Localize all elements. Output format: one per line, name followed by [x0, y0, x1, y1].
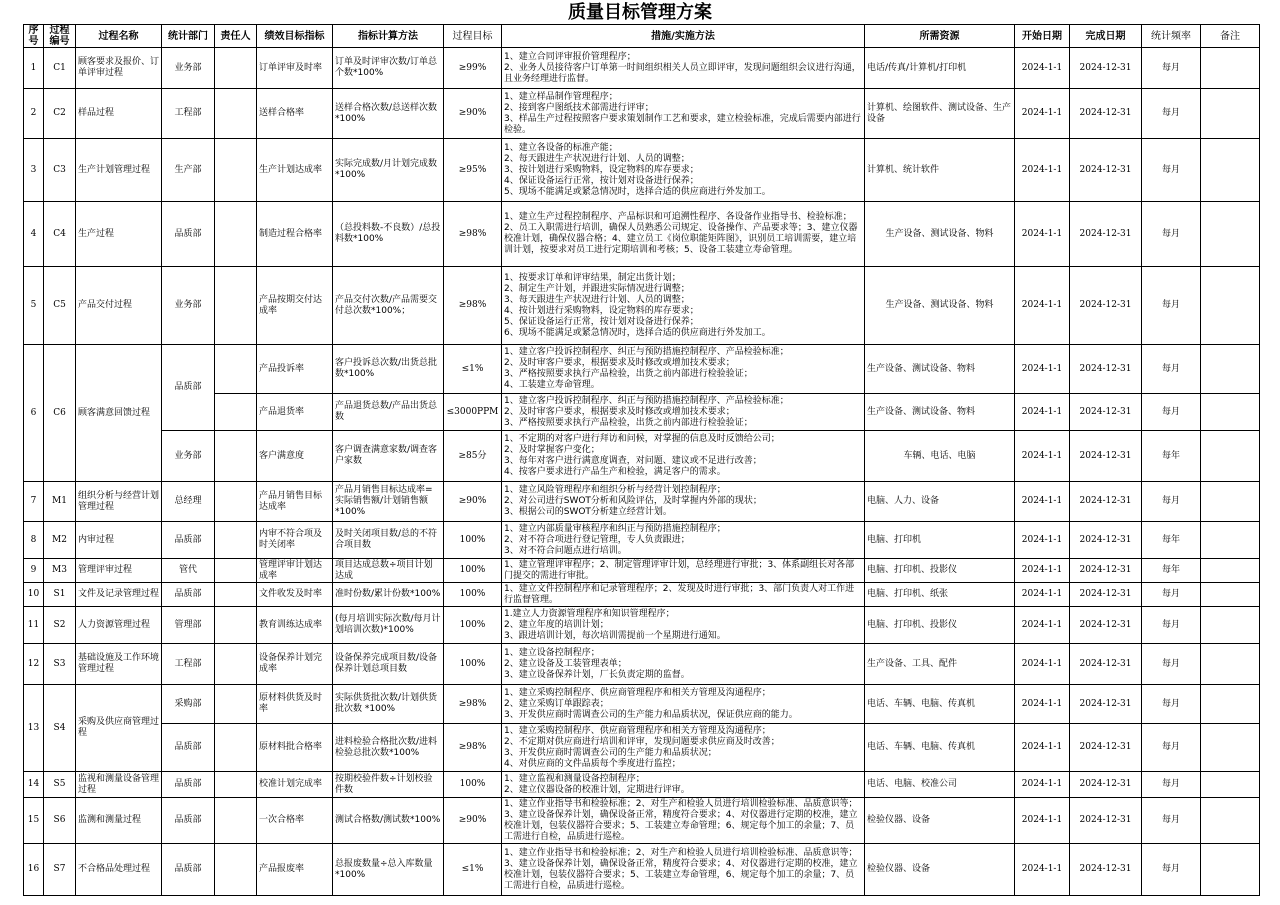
start-date: 2024-1-1 [1015, 522, 1070, 559]
process-target: ≥90% [444, 798, 502, 844]
start-date: 2024-1-1 [1015, 583, 1070, 607]
calc-method: 客户调查满意家数/调查客户家数 [333, 431, 444, 482]
measures-text: 1、建立管理评审程序；2、制定管理评审计划，总经理进行审批；3、体系副组长对各部门提交的需进行审批。 [502, 559, 865, 583]
required-resources: 电话、电脑、校准公司 [865, 772, 1015, 798]
row-no: 12 [24, 644, 44, 685]
process-target: 100% [444, 772, 502, 798]
required-resources: 电脑、打印机 [865, 522, 1015, 559]
remark-cell [1201, 394, 1260, 431]
required-resources: 生产设备、测试设备、物料 [865, 267, 1015, 345]
calc-method: 按期校验件数÷计划校验件数 [333, 772, 444, 798]
header-freq: 统计频率 [1142, 25, 1201, 48]
owner-cell [215, 267, 257, 345]
row-no: 11 [24, 607, 44, 644]
required-resources: 电话、车辆、电脑、传真机 [865, 685, 1015, 724]
kpi-indicator: 校准计划完成率 [257, 772, 333, 798]
end-date: 2024-12-31 [1070, 267, 1142, 345]
table-row [24, 559, 1260, 583]
table-row [24, 345, 1260, 394]
remark-cell [1201, 583, 1260, 607]
process-code: S1 [44, 583, 76, 607]
start-date: 2024-1-1 [1015, 607, 1070, 644]
kpi-indicator: 订单评审及时率 [257, 48, 333, 89]
kpi-indicator: 产品月销售目标达成率 [257, 482, 333, 522]
calc-method: 产品交付次数/产品需要交付总次数*100%； [333, 267, 444, 345]
kpi-indicator: 原材料批合格率 [257, 724, 333, 772]
measures-text: 1、建立生产过程控制程序、产品标识和可追溯性程序、各设备作业指导书、检验标准；2、员工入职需进行培训，确保人员熟悉公司规定、设备操作、产品要求等；3、建立仪器校准计划，确保仪器合格；4、建立员工《岗位职能矩阵图》，识别员工培训需要，建立培训计划，按要求对员工进行定期培训和考核；5、设备工装建立寿命管理。 [502, 202, 865, 267]
table-row [24, 798, 1260, 844]
required-resources: 电话、车辆、电脑、传真机 [865, 724, 1015, 772]
statistics-dept: 品质部 [162, 345, 215, 431]
stat-frequency: 每月 [1142, 482, 1201, 522]
remark-cell [1201, 202, 1260, 267]
owner-cell [215, 48, 257, 89]
start-date: 2024-1-1 [1015, 267, 1070, 345]
remark-cell [1201, 685, 1260, 724]
statistics-dept: 工程部 [162, 89, 215, 139]
required-resources: 生产设备、测试设备、物料 [865, 202, 1015, 267]
end-date: 2024-12-31 [1070, 345, 1142, 394]
stat-frequency: 每月 [1142, 798, 1201, 844]
table-row [24, 685, 1260, 724]
process-target: ≥90% [444, 89, 502, 139]
table-row [24, 482, 1260, 522]
process-target: ≥98% [444, 685, 502, 724]
statistics-dept: 总经理 [162, 482, 215, 522]
table-row [24, 644, 1260, 685]
calc-method: （总投料数-不良数）/总投料数*100% [333, 202, 444, 267]
remark-cell [1201, 89, 1260, 139]
end-date: 2024-12-31 [1070, 431, 1142, 482]
remark-cell [1201, 345, 1260, 394]
process-code: S3 [44, 644, 76, 685]
statistics-dept: 业务部 [162, 431, 215, 482]
stat-frequency: 每月 [1142, 844, 1201, 896]
measures-text: 1、不定期的对客户进行拜访和问候，对掌握的信息及时反馈给公司； 2、及时掌握客户变化； 3、每年对客户进行满意度调查，对问题、建议或不足进行改善； 4、按客户要求进行产品生产和检验，满足客户的需求。 [502, 431, 865, 482]
header-measures: 措施/实施方法 [502, 25, 865, 48]
row-no: 5 [24, 267, 44, 345]
remark-cell [1201, 772, 1260, 798]
table-row [24, 583, 1260, 607]
remark-cell [1201, 559, 1260, 583]
start-date: 2024-1-1 [1015, 724, 1070, 772]
required-resources: 电脑、打印机、纸张 [865, 583, 1015, 607]
measures-text: 1、建立合同评审报价管理程序； 2、业务人员接待客户订单第一时间组织相关人员立即评审，发现问题组织会议进行沟通，且业务经理进行监督。 [502, 48, 865, 89]
remark-cell [1201, 431, 1260, 482]
statistics-dept: 生产部 [162, 139, 215, 202]
owner-cell [215, 394, 257, 431]
stat-frequency: 每月 [1142, 267, 1201, 345]
kpi-indicator: 文件收发及时率 [257, 583, 333, 607]
start-date: 2024-1-1 [1015, 772, 1070, 798]
header-process: 过程名称 [76, 25, 162, 48]
measures-text: 1、建立客户投诉控制程序、纠正与预防措施控制程序、产品检验标准； 2、及时审客户要求，根据要求及时修改或增加技术要求； 3、严格按照要求执行产品检验，出货之前内部进行检验验证； 4、工装建立寿命管理。 [502, 345, 865, 394]
stat-frequency: 每月 [1142, 644, 1201, 685]
remark-cell [1201, 139, 1260, 202]
remark-cell [1201, 48, 1260, 89]
owner-cell [215, 345, 257, 394]
start-date: 2024-1-1 [1015, 89, 1070, 139]
quality-objective-table [23, 24, 1260, 896]
statistics-dept: 业务部 [162, 48, 215, 89]
stat-frequency: 每月 [1142, 394, 1201, 431]
measures-text: 1、建立设备控制程序； 2、建立设备及工装管理表单； 3、建立设备保养计划，厂长负责定期的监督。 [502, 644, 865, 685]
start-date: 2024-1-1 [1015, 48, 1070, 89]
statistics-dept: 工程部 [162, 644, 215, 685]
process-name: 产品交付过程 [76, 267, 162, 345]
kpi-indicator: 内审不符合项及时关闭率 [257, 522, 333, 559]
kpi-indicator: 产品按期交付达成率 [257, 267, 333, 345]
table-row [24, 202, 1260, 267]
process-code: C2 [44, 89, 76, 139]
start-date: 2024-1-1 [1015, 482, 1070, 522]
start-date: 2024-1-1 [1015, 798, 1070, 844]
header-target: 过程目标 [444, 25, 502, 48]
process-target: ≥85分 [444, 431, 502, 482]
header-indicator: 绩效目标指标 [257, 25, 333, 48]
end-date: 2024-12-31 [1070, 48, 1142, 89]
header-end: 完成日期 [1070, 25, 1142, 48]
owner-cell [215, 89, 257, 139]
process-name: 样品过程 [76, 89, 162, 139]
row-no: 9 [24, 559, 44, 583]
kpi-indicator: 设备保养计划完成率 [257, 644, 333, 685]
row-no: 3 [24, 139, 44, 202]
table-row [24, 431, 1260, 482]
measures-text: 1、建立客户投诉控制程序、纠正与预防措施控制程序、产品检验标准； 2、及时审客户要求，根据要求及时修改或增加技术要求； 3、严格按照要求执行产品检验，出货之前内部进行检验验证； [502, 394, 865, 431]
process-name: 监测和测量过程 [76, 798, 162, 844]
process-name: 生产过程 [76, 202, 162, 267]
process-code: M2 [44, 522, 76, 559]
process-code: S4 [44, 685, 76, 772]
calc-method: 产品月销售目标达成率=实际销售额/计划销售额*100% [333, 482, 444, 522]
start-date: 2024-1-1 [1015, 644, 1070, 685]
kpi-indicator: 一次合格率 [257, 798, 333, 844]
process-code: M3 [44, 559, 76, 583]
owner-cell [215, 522, 257, 559]
stat-frequency: 每月 [1142, 89, 1201, 139]
required-resources: 电脑、人力、设备 [865, 482, 1015, 522]
remark-cell [1201, 798, 1260, 844]
row-no: 8 [24, 522, 44, 559]
stat-frequency: 每年 [1142, 522, 1201, 559]
process-target: ≥98% [444, 202, 502, 267]
end-date: 2024-12-31 [1070, 798, 1142, 844]
owner-cell [215, 798, 257, 844]
row-no: 1 [24, 48, 44, 89]
start-date: 2024-1-1 [1015, 345, 1070, 394]
end-date: 2024-12-31 [1070, 394, 1142, 431]
header-no: 序号 [24, 25, 44, 48]
kpi-indicator: 产品退货率 [257, 394, 333, 431]
process-target: ≤1% [444, 844, 502, 896]
row-no: 7 [24, 482, 44, 522]
header-code: 过程编号 [44, 25, 76, 48]
process-code: C6 [44, 345, 76, 482]
kpi-indicator: 送样合格率 [257, 89, 333, 139]
header-remark: 备注 [1201, 25, 1260, 48]
kpi-indicator: 产品投诉率 [257, 345, 333, 394]
measures-text: 1、建立采购控制程序、供应商管理程序和相关方管理及沟通程序； 2、建立采购订单跟踪表； 3、开发供应商时需调查公司的生产能力和品质状况，保证供应商的能力。 [502, 685, 865, 724]
process-code: S7 [44, 844, 76, 896]
start-date: 2024-1-1 [1015, 431, 1070, 482]
process-code: C3 [44, 139, 76, 202]
measures-text: 1、建立各设备的标准产能； 2、每天跟进生产状况进行计划、人员的调整； 3、按计划进行采购物料，设定物料的库存要求； 4、保证设备运行正常，按计划对设备进行保养； 5、现场不能满足或紧急情况时，选择合适的供应商进行外发加工。 [502, 139, 865, 202]
remark-cell [1201, 844, 1260, 896]
owner-cell [215, 772, 257, 798]
required-resources: 车辆、电话、电脑 [865, 431, 1015, 482]
calc-method: 进料检验合格批次数/进料检验总批次数*100% [333, 724, 444, 772]
statistics-dept: 业务部 [162, 267, 215, 345]
start-date: 2024-1-1 [1015, 394, 1070, 431]
calc-method: (每月培训实际次数/每月计划培训次数)*100% [333, 607, 444, 644]
process-name: 顾客要求及报价、订单评审过程 [76, 48, 162, 89]
owner-cell [215, 202, 257, 267]
stat-frequency: 每月 [1142, 202, 1201, 267]
remark-cell [1201, 267, 1260, 345]
process-target: ≥99% [444, 48, 502, 89]
calc-method: 实际完成数/月计划完成数*100% [333, 139, 444, 202]
required-resources: 检验仪器、设备 [865, 798, 1015, 844]
header-owner: 责任人 [215, 25, 257, 48]
end-date: 2024-12-31 [1070, 202, 1142, 267]
process-target: ≤3000PPM [444, 394, 502, 431]
stat-frequency: 每月 [1142, 724, 1201, 772]
header-row [24, 25, 1260, 48]
measures-text: 1、建立风险管理程序和组织分析与经营计划控制程序； 2、对公司进行SWOT分析和风险评估，及时掌握内外部的现状； 3、根据公司的SWOT分析建立经营计划。 [502, 482, 865, 522]
kpi-indicator: 教育训练达成率 [257, 607, 333, 644]
header-start: 开始日期 [1015, 25, 1070, 48]
kpi-indicator: 制造过程合格率 [257, 202, 333, 267]
header-method: 指标计算方法 [333, 25, 444, 48]
owner-cell [215, 844, 257, 896]
calc-method: 项目达成总数÷项目计划达成 [333, 559, 444, 583]
owner-cell [215, 139, 257, 202]
measures-text: 1.建立人力资源管理程序和知识管理程序； 2、建立年度的培训计划； 3、跟进培训计划，每次培训需提前一个星期进行通知。 [502, 607, 865, 644]
stat-frequency: 每月 [1142, 345, 1201, 394]
row-no: 16 [24, 844, 44, 896]
start-date: 2024-1-1 [1015, 685, 1070, 724]
calc-method: 准时份数/累计份数*100% [333, 583, 444, 607]
end-date: 2024-12-31 [1070, 559, 1142, 583]
process-name: 管理评审过程 [76, 559, 162, 583]
remark-cell [1201, 724, 1260, 772]
start-date: 2024-1-1 [1015, 559, 1070, 583]
process-code: C5 [44, 267, 76, 345]
process-code: C4 [44, 202, 76, 267]
process-name: 组织分析与经营计划管理过程 [76, 482, 162, 522]
calc-method: 订单及时评审次数/订单总个数*100% [333, 48, 444, 89]
measures-text: 1、建立文件控制程序和记录管理程序；2、发现及时进行审批；3、部门负责人对工作进行监督管理。 [502, 583, 865, 607]
kpi-indicator: 原材料供货及时率 [257, 685, 333, 724]
table-body [24, 48, 1260, 896]
process-target: ≤1% [444, 345, 502, 394]
table-row [24, 724, 1260, 772]
process-target: 100% [444, 607, 502, 644]
required-resources: 电脑、打印机、投影仪 [865, 607, 1015, 644]
remark-cell [1201, 644, 1260, 685]
calc-method: 送样合格次数/总送样次数*100% [333, 89, 444, 139]
process-target: 100% [444, 559, 502, 583]
process-code: M1 [44, 482, 76, 522]
remark-cell [1201, 522, 1260, 559]
table-row [24, 48, 1260, 89]
start-date: 2024-1-1 [1015, 844, 1070, 896]
stat-frequency: 每月 [1142, 607, 1201, 644]
process-target: ≥98% [444, 267, 502, 345]
process-name: 采购及供应商管理过程 [76, 685, 162, 772]
required-resources: 生产设备、测试设备、物料 [865, 345, 1015, 394]
remark-cell [1201, 607, 1260, 644]
process-name: 监视和测量设备管理过程 [76, 772, 162, 798]
kpi-indicator: 客户满意度 [257, 431, 333, 482]
table-row [24, 139, 1260, 202]
statistics-dept: 品质部 [162, 844, 215, 896]
required-resources: 检验仪器、设备 [865, 844, 1015, 896]
owner-cell [215, 559, 257, 583]
kpi-indicator: 产品报废率 [257, 844, 333, 896]
kpi-indicator: 生产计划达成率 [257, 139, 333, 202]
table-row [24, 772, 1260, 798]
required-resources: 电脑、打印机、投影仪 [865, 559, 1015, 583]
process-name: 基础设施及工作环境管理过程 [76, 644, 162, 685]
process-code: S2 [44, 607, 76, 644]
process-code: S5 [44, 772, 76, 798]
end-date: 2024-12-31 [1070, 772, 1142, 798]
row-no: 13 [24, 685, 44, 772]
header-dept: 统计部门 [162, 25, 215, 48]
row-no: 14 [24, 772, 44, 798]
end-date: 2024-12-31 [1070, 522, 1142, 559]
process-code: C1 [44, 48, 76, 89]
end-date: 2024-12-31 [1070, 724, 1142, 772]
statistics-dept: 品质部 [162, 772, 215, 798]
statistics-dept: 品质部 [162, 798, 215, 844]
owner-cell [215, 644, 257, 685]
row-no: 15 [24, 798, 44, 844]
calc-method: 测试合格数/测试数*100% [333, 798, 444, 844]
row-no: 2 [24, 89, 44, 139]
required-resources: 生产设备、测试设备、物料 [865, 394, 1015, 431]
measures-text: 1、建立内部质量审核程序和纠正与预防措施控制程序； 2、对不符合项进行登记管理，专人负责跟进； 3、对不符合问题点进行培训。 [502, 522, 865, 559]
statistics-dept: 管代 [162, 559, 215, 583]
calc-method: 设备保养完成项目数/设备保养计划总项目数 [333, 644, 444, 685]
process-name: 不合格品处理过程 [76, 844, 162, 896]
table-row [24, 267, 1260, 345]
stat-frequency: 每年 [1142, 431, 1201, 482]
process-target: 100% [444, 644, 502, 685]
calc-method: 客户投诉总次数/出货总批数*100% [333, 345, 444, 394]
process-target: 100% [444, 522, 502, 559]
row-no: 4 [24, 202, 44, 267]
table-row [24, 89, 1260, 139]
row-no: 6 [24, 345, 44, 482]
stat-frequency: 每月 [1142, 139, 1201, 202]
process-name: 内审过程 [76, 522, 162, 559]
measures-text: 1、建立作业指导书和检验标准；2、对生产和检验人员进行培训检验标准、品质意识等；3、建立设备保养计划，确保设备正常，精度符合要求；4、对仪器进行定期的校准，建立校准计划，包装仪器符合要求；5、工装建立寿命管理；6、规定每个加工的余量；7、员工需进行自检，品质进行巡检。 [502, 798, 865, 844]
end-date: 2024-12-31 [1070, 139, 1142, 202]
table-row [24, 607, 1260, 644]
process-target: ≥90% [444, 482, 502, 522]
end-date: 2024-12-31 [1070, 89, 1142, 139]
process-target: ≥95% [444, 139, 502, 202]
statistics-dept: 品质部 [162, 202, 215, 267]
end-date: 2024-12-31 [1070, 482, 1142, 522]
stat-frequency: 每月 [1142, 772, 1201, 798]
owner-cell [215, 431, 257, 482]
owner-cell [215, 685, 257, 724]
measures-text: 1、按要求订单和评审结果，制定出货计划； 2、制定生产计划，并跟进实际情况进行调整； 3、每天跟进生产状况进行计划、人员的调整； 4、按计划进行采购物料，设定物料的库存要求； 5、保证设备运行正常，按计划对设备进行保养； 6、现场不能满足或紧急情况时，选择合适的供应商进行外发加工。 [502, 267, 865, 345]
end-date: 2024-12-31 [1070, 583, 1142, 607]
statistics-dept: 品质部 [162, 522, 215, 559]
process-target: ≥98% [444, 724, 502, 772]
statistics-dept: 品质部 [162, 724, 215, 772]
end-date: 2024-12-31 [1070, 644, 1142, 685]
calc-method: 及时关闭项目数/总的不符合项目数 [333, 522, 444, 559]
process-name: 人力资源管理过程 [76, 607, 162, 644]
measures-text: 1、建立监视和测量设备控制程序； 2、建立仪器设备的校准计划，定期进行评审。 [502, 772, 865, 798]
statistics-dept: 管理部 [162, 607, 215, 644]
process-name: 文件及记录管理过程 [76, 583, 162, 607]
calc-method: 实际供货批次数/计划供货批次数 *100% [333, 685, 444, 724]
header-resources: 所需资源 [865, 25, 1015, 48]
required-resources: 生产设备、工具、配件 [865, 644, 1015, 685]
table-row [24, 522, 1260, 559]
remark-cell [1201, 482, 1260, 522]
owner-cell [215, 583, 257, 607]
kpi-indicator: 管理评审计划达成率 [257, 559, 333, 583]
end-date: 2024-12-31 [1070, 844, 1142, 896]
measures-text: 1、建立样品制作管理程序； 2、接到客户图纸技术部需进行评审； 3、样品生产过程按照客户要求策划制作工艺和要求，建立检验标准，完成后需要内部进行检验。 [502, 89, 865, 139]
table-row [24, 844, 1260, 896]
stat-frequency: 每月 [1142, 583, 1201, 607]
required-resources: 电话/传真/计算机/打印机 [865, 48, 1015, 89]
calc-method: 总报废数量÷总入库数量*100% [333, 844, 444, 896]
stat-frequency: 每年 [1142, 559, 1201, 583]
page-title: 质量目标管理方案 [568, 2, 712, 23]
end-date: 2024-12-31 [1070, 685, 1142, 724]
stat-frequency: 每月 [1142, 685, 1201, 724]
row-no: 10 [24, 583, 44, 607]
measures-text: 1、建立作业指导书和检验标准；2、对生产和检验人员进行培训检验标准、品质意识等；3、建立设备保养计划，确保设备正常，精度符合要求；4、对仪器进行定期的校准，建立校准计划，包装仪器符合要求；5、工装建立寿命管理，6、规定每个加工的余量；7、员工需进行自检，品质进行巡检。 [502, 844, 865, 896]
process-code: S6 [44, 798, 76, 844]
calc-method: 产品退货总数/产品出货总数 [333, 394, 444, 431]
statistics-dept: 品质部 [162, 583, 215, 607]
end-date: 2024-12-31 [1070, 607, 1142, 644]
process-name: 顾客满意回馈过程 [76, 345, 162, 482]
start-date: 2024-1-1 [1015, 139, 1070, 202]
owner-cell [215, 482, 257, 522]
required-resources: 计算机、绘图软件、测试设备、生产设备 [865, 89, 1015, 139]
owner-cell [215, 724, 257, 772]
statistics-dept: 采购部 [162, 685, 215, 724]
required-resources: 计算机、统计软件 [865, 139, 1015, 202]
process-target: 100% [444, 583, 502, 607]
process-name: 生产计划管理过程 [76, 139, 162, 202]
start-date: 2024-1-1 [1015, 202, 1070, 267]
owner-cell [215, 607, 257, 644]
stat-frequency: 每月 [1142, 48, 1201, 89]
measures-text: 1、建立采购控制程序、供应商管理程序和相关方管理及沟通程序； 2、不定期对供应商进行培训和评审，发现问题要求供应商及时改善； 3、开发供应商时需调查公司的生产能力和品质状况； 4、对供应商的文件品质每个季度进行监控； [502, 724, 865, 772]
